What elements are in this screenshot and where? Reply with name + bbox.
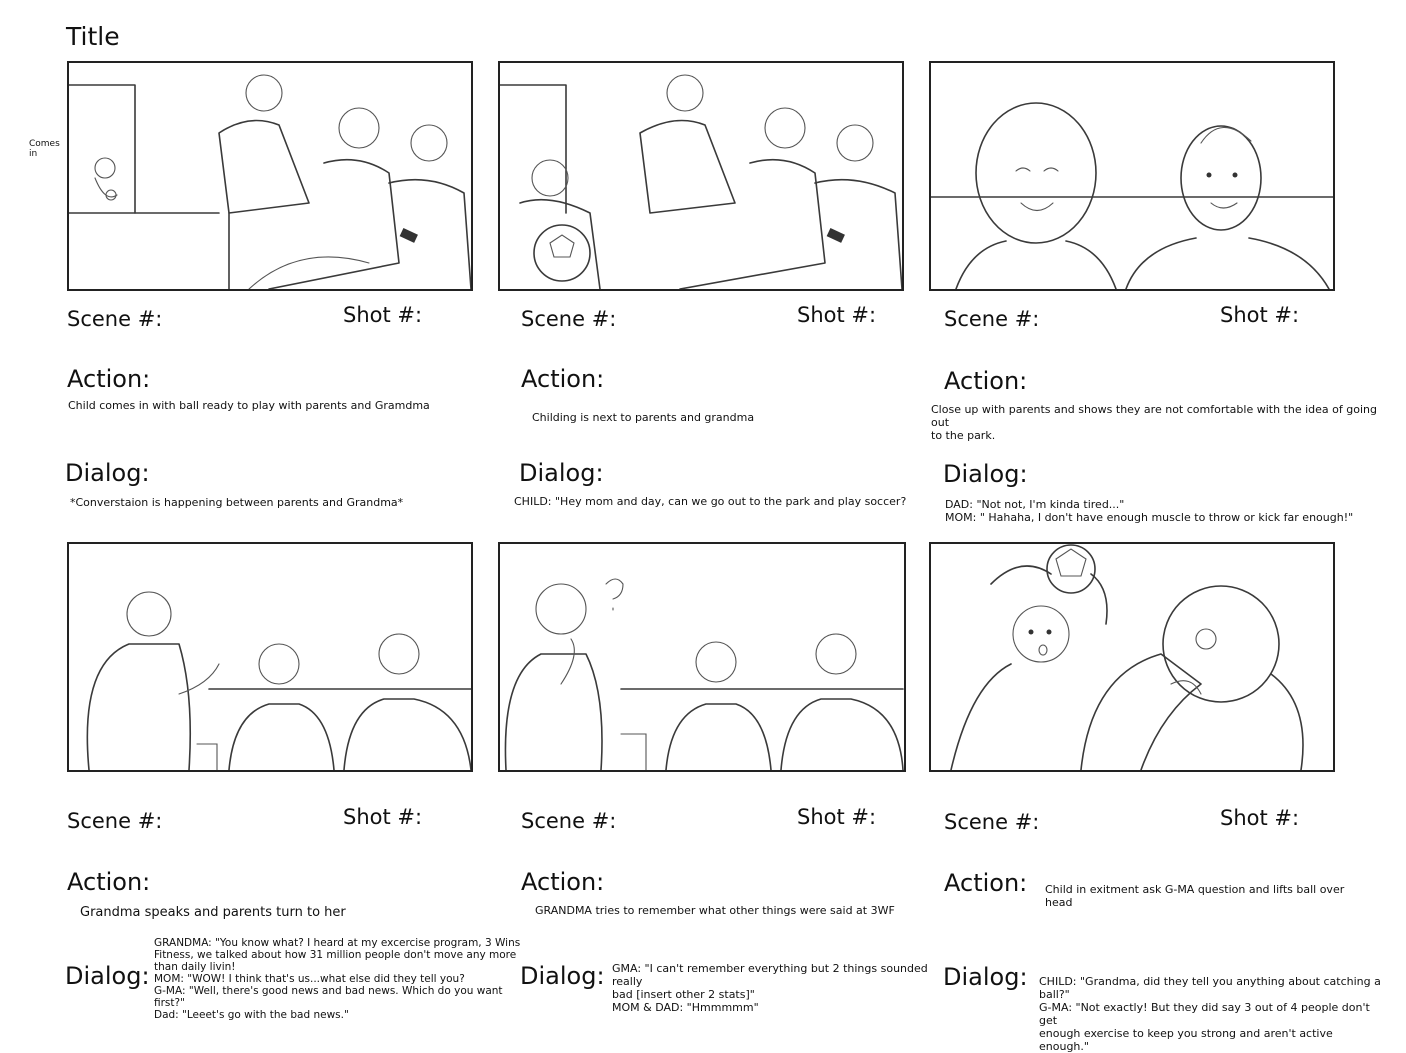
- panel-2-action-text: Childing is next to parents and grandma: [532, 411, 755, 424]
- storyboard-panel-6: [929, 542, 1381, 1053]
- panel-3-action-text: Close up with parents and shows they are not comfortable with the idea of going out to the park.: [931, 403, 1377, 442]
- panel-2-shot-label: Shot #:: [797, 303, 877, 327]
- panel-1-sketch: [67, 61, 473, 291]
- storyboard-panel-2: [498, 61, 918, 551]
- panel-4-sketch: [67, 542, 473, 772]
- panel-6-sketch: [929, 542, 1335, 772]
- panel-1-action-text: Child comes in with ball ready to play with parents and Gramdma: [68, 399, 430, 412]
- panel-5-action-text: GRANDMA tries to remember what other things were said at 3WF: [535, 904, 895, 917]
- panel-5-sketch: [498, 542, 906, 772]
- panel-6-dialog-text: CHILD: "Grandma, did they tell you anything about catching a ball?" G-MA: "Not exactly! But they did say 3 out of 4 people don't get enough exercise to keep you strong and aren't active enough.": [1039, 975, 1381, 1053]
- panel-2-scene-label: Scene #:: [521, 307, 617, 331]
- panel-4-dialog-label: Dialog:: [65, 962, 150, 990]
- panel-5-action-label: Action:: [521, 868, 605, 896]
- panel-2-sketch: [498, 61, 904, 291]
- panel-3-action-label: Action:: [944, 367, 1028, 395]
- page-title: Title: [66, 22, 120, 51]
- panel-3-shot-label: Shot #:: [1220, 303, 1300, 327]
- panel-1-action-label: Action:: [67, 365, 151, 393]
- panel-4-action-label: Action:: [67, 868, 151, 896]
- panel-3-sketch: [929, 61, 1335, 291]
- panel-6-action-text: Child in exitment ask G-MA question and lifts ball over head: [1045, 883, 1345, 909]
- storyboard-panel-4: [65, 542, 521, 1032]
- storyboard-panel-3: [929, 61, 1377, 551]
- panel-1-scene-label: Scene #:: [67, 307, 163, 331]
- panel-6-scene-label: Scene #:: [944, 810, 1040, 834]
- panel-4-shot-label: Shot #:: [343, 805, 423, 829]
- storyboard-panel-5: [498, 542, 928, 1032]
- panel-5-dialog-text: GMA: "I can't remember everything but 2 things sounded really bad [insert other 2 stats]" MOM & DAD: "Hmmmmm": [612, 962, 928, 1014]
- panel-6-shot-label: Shot #:: [1220, 806, 1300, 830]
- panel-1-dialog-text: *Converstaion is happening between parents and Grandma*: [70, 496, 404, 509]
- panel-1-note: Comes in: [29, 139, 60, 159]
- panel-4-scene-label: Scene #:: [67, 809, 163, 833]
- panel-1-shot-label: Shot #:: [343, 303, 423, 327]
- panel-4-dialog-text: GRANDMA: "You know what? I heard at my excercise program, 3 Wins Fitness, we talked about how 31 million people don't move any more than daily livin! MOM: "WOW! I think that's us...what else did they tell you? G-MA: "Well, there's good news and bad news. Which do you want first?" Dad: "Leeet's go with the bad news.": [154, 937, 521, 1021]
- panel-3-scene-label: Scene #:: [944, 307, 1040, 331]
- panel-3-dialog-label: Dialog:: [943, 460, 1028, 488]
- panel-6-dialog-label: Dialog:: [943, 963, 1028, 991]
- panel-5-scene-label: Scene #:: [521, 809, 617, 833]
- panel-6-action-label: Action:: [944, 869, 1028, 897]
- panel-1-dialog-label: Dialog:: [65, 459, 150, 487]
- panel-2-action-label: Action:: [521, 365, 605, 393]
- panel-4-action-text: Grandma speaks and parents turn to her: [80, 905, 346, 920]
- panel-5-shot-label: Shot #:: [797, 805, 877, 829]
- storyboard-panel-1: [29, 61, 487, 551]
- panel-5-dialog-label: Dialog:: [520, 962, 605, 990]
- panel-2-dialog-label: Dialog:: [519, 459, 604, 487]
- panel-3-dialog-text: DAD: "Not not, I'm kinda tired..." MOM: " Hahaha, I don't have enough muscle to throw or kick far enough!": [945, 498, 1354, 524]
- panel-2-dialog-text: CHILD: "Hey mom and day, can we go out to the park and play soccer?: [514, 495, 907, 508]
